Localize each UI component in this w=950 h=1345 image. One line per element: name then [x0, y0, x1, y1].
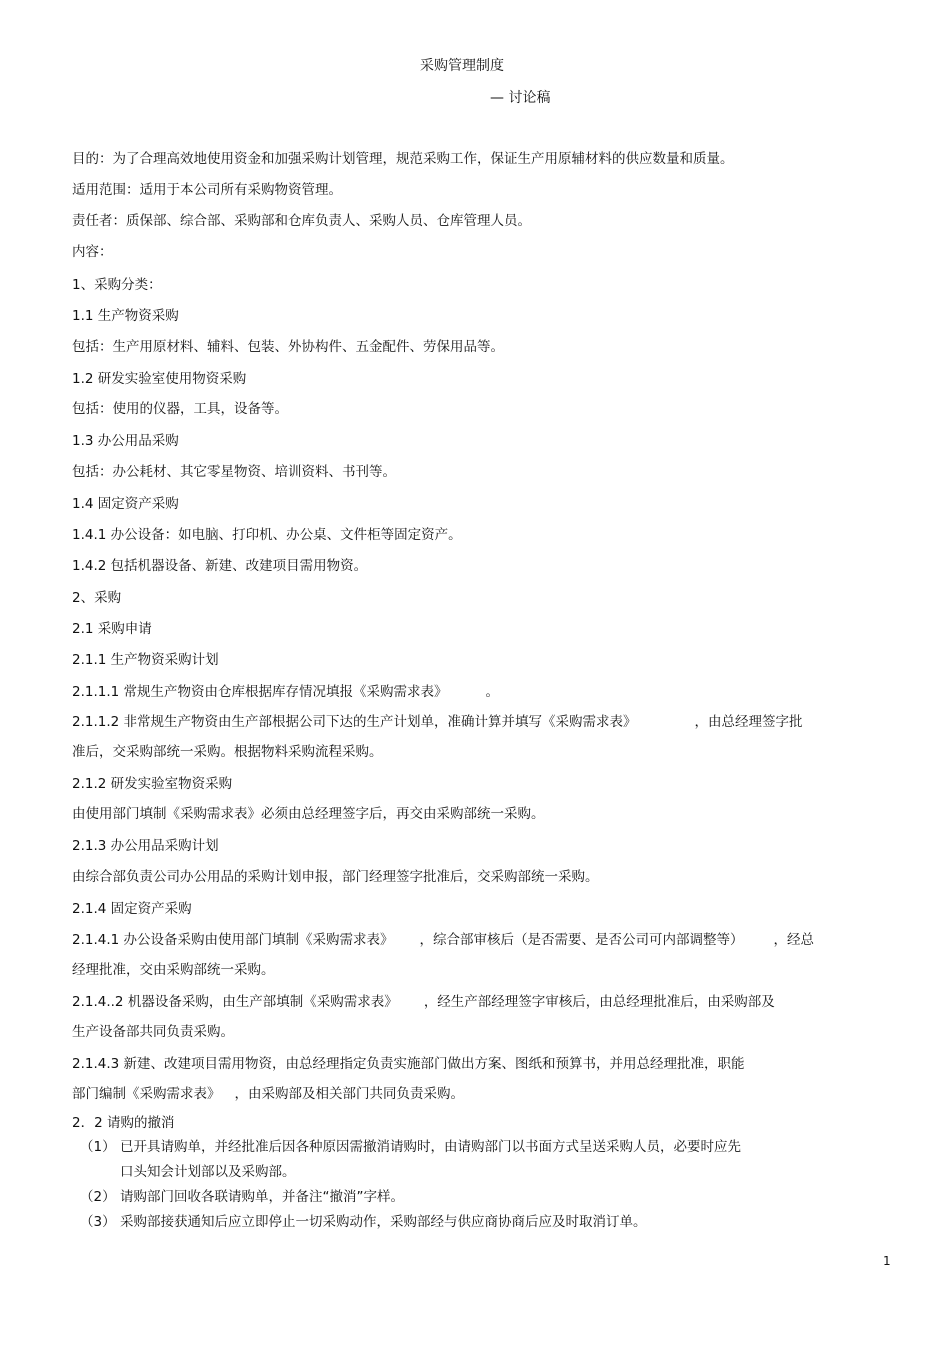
section-2-1-4-3-cont — [72, 1088, 464, 1102]
section-2-1-4-3-line: 2.1.4.3 新建、改建项目需用物资，由总经理指定负责实施部门做出方案、图纸和预算书，并用总经理批准，职能 — [72, 1056, 745, 1072]
scope-line: 适用范围：适用于本公司所有采购物资管理。 — [72, 182, 342, 198]
section-2-1-1-2-cont: 准后，交采购部统一采购。根据物料采购流程采购。 — [72, 744, 383, 760]
responsible-line: 责任者：质保部、综合部、采购部和仓库负责人、采购人员、仓库管理人员。 — [72, 213, 531, 229]
section-1-3-text: 包括：办公耗材、其它零星物资、培训资料、书刊等。 — [72, 464, 396, 480]
text-run: 2.1.4.1 办公设备采购由使用部门填制《采购需求表》 — [72, 932, 394, 948]
section-2-1-1-1-line — [72, 686, 499, 700]
text-run: ，综合部审核后（是否需要、是否公司可内部调整等） — [419, 932, 744, 948]
list-number-2: （2） — [80, 1189, 116, 1205]
purpose-line: 目的：为了合理高效地使用资金和加强采购计划管理，规范采购工作，保证生产用原辅材料的供应数量和质量。 — [72, 151, 734, 167]
text-run: 。 — [485, 684, 500, 700]
text-run: ，由总经理签字批 — [694, 714, 803, 730]
page-number: 1 — [883, 1254, 891, 1268]
section-2-1-3-heading: 2.1.3 办公用品采购计划 — [72, 838, 219, 854]
text-run: 部门编制《采购需求表》 — [72, 1086, 221, 1102]
section-2-heading: 2、采购 — [72, 590, 122, 606]
section-2-1-4-2-line — [72, 996, 775, 1010]
section-2-1-4-1-line — [72, 934, 814, 948]
section-1-2-text: 包括：使用的仪器，工具，设备等。 — [72, 401, 288, 417]
text-run: ，由采购部及相关部门共同负责采购。 — [234, 1086, 464, 1102]
text-run: ，经总 — [773, 932, 815, 948]
section-2-2-heading: 2．2 请购的撤消 — [72, 1115, 175, 1131]
section-2-1-1-heading: 2.1.1 生产物资采购计划 — [72, 652, 219, 668]
section-1-4-heading: 1.4 固定资产采购 — [72, 496, 179, 512]
section-1-4-2-text: 1.4.2 包括机器设备、新建、改建项目需用物资。 — [72, 558, 368, 574]
section-1-2-heading: 1.2 研发实验室使用物资采购 — [72, 371, 247, 387]
section-1-4-1-text: 1.4.1 办公设备：如电脑、打印机、办公桌、文件柜等固定资产。 — [72, 527, 462, 543]
text-run: 2.1.1.1 常规生产物资由仓库根据库存情况填报《采购需求表》 — [72, 684, 448, 700]
section-2-1-3-text: 由综合部负责公司办公用品的采购计划申报，部门经理签字批准后，交采购部统一采购。 — [72, 869, 599, 885]
text-run: 2.1.4..2 机器设备采购，由生产部填制《采购需求表》 — [72, 994, 398, 1010]
section-2-1-4-heading: 2.1.4 固定资产采购 — [72, 901, 192, 917]
content-heading: 内容： — [72, 244, 113, 260]
section-1-heading: 1、采购分类： — [72, 277, 162, 293]
list-number-3: （3） — [80, 1214, 116, 1230]
section-2-1-heading: 2.1 采购申请 — [72, 621, 152, 637]
section-1-3-heading: 1.3 办公用品采购 — [72, 433, 179, 449]
section-2-1-4-1-cont: 经理批准，交由采购部统一采购。 — [72, 962, 275, 978]
list-item-1: 已开具请购单，并经批准后因各种原因需撤消请购时，由请购部门以书面方式呈送采购人员，必要时应先 — [120, 1139, 741, 1155]
text-run: ，经生产部经理签字审核后，由总经理批准后，由采购部及 — [423, 994, 775, 1010]
section-2-1-1-2-line — [72, 716, 803, 730]
section-1-1-text: 包括：生产用原材料、辅料、包装、外协构件、五金配件、劳保用品等。 — [72, 339, 504, 355]
doc-title: 采购管理制度 — [420, 58, 504, 74]
section-1-1-heading: 1.1 生产物资采购 — [72, 308, 179, 324]
text-run: 2.1.1.2 非常规生产物资由生产部根据公司下达的生产计划单，准确计算并填写《采购需求表》 — [72, 714, 637, 730]
doc-subtitle: — 讨论稿 — [490, 90, 551, 106]
list-item-3: 采购部接获通知后应立即停止一切采购动作，采购部经与供应商协商后应及时取消订单。 — [120, 1214, 647, 1230]
list-number-1: （1） — [80, 1139, 116, 1155]
list-item-1-cont: 口头知会计划部以及采购部。 — [120, 1164, 296, 1180]
section-2-1-2-text: 由使用部门填制《采购需求表》必须由总经理签字后，再交由采购部统一采购。 — [72, 806, 545, 822]
section-2-1-4-2-cont: 生产设备部共同负责采购。 — [72, 1024, 234, 1040]
section-2-1-2-heading: 2.1.2 研发实验室物资采购 — [72, 776, 233, 792]
list-item-2: 请购部门回收各联请购单，并备注“撤消”字样。 — [120, 1189, 404, 1205]
